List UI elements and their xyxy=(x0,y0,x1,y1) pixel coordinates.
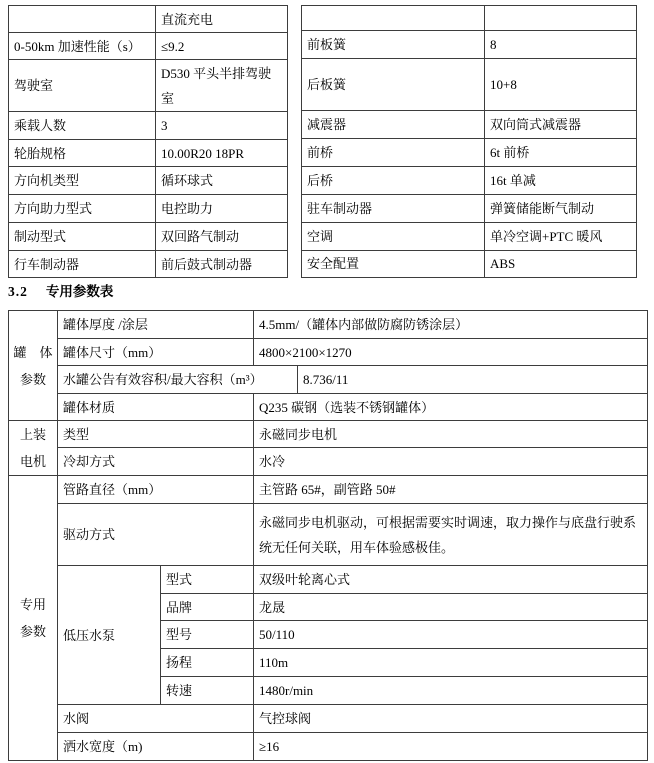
param-value: 1480r/min xyxy=(254,677,648,705)
param-label: 前板簧 xyxy=(302,31,485,59)
table-row xyxy=(302,59,637,111)
param-value: ABS xyxy=(485,250,637,277)
table-row xyxy=(9,167,288,195)
param-value: D530 平头半排驾驶室 xyxy=(156,60,288,112)
param-label: 行车制动器 xyxy=(9,251,156,278)
param-sublabel: 转速 xyxy=(161,677,254,705)
table-row xyxy=(9,733,648,761)
param-value: 前后鼓式制动器 xyxy=(156,251,288,278)
param-label xyxy=(9,6,156,33)
table-row xyxy=(302,166,637,194)
table-row xyxy=(9,448,648,476)
table-row xyxy=(9,394,648,421)
param-sublabel: 品牌 xyxy=(161,594,254,621)
param-value xyxy=(485,6,637,31)
param-label: 驾驶室 xyxy=(9,60,156,112)
param-value: 16t 单减 xyxy=(485,166,637,194)
param-label: 类型 xyxy=(58,421,254,448)
param-label: 后板簧 xyxy=(302,59,485,111)
param-value: 3 xyxy=(156,112,288,140)
param-sublabel: 扬程 xyxy=(161,649,254,677)
param-value: 水冷 xyxy=(254,448,648,476)
param-value: 弹簧储能断气制动 xyxy=(485,194,637,222)
table-row xyxy=(9,339,648,366)
table-row xyxy=(9,195,288,223)
table-row xyxy=(9,504,648,566)
param-value: ≥16 xyxy=(254,733,648,761)
table-row xyxy=(302,139,637,166)
param-label: 方向助力型式 xyxy=(9,195,156,223)
table-row xyxy=(9,311,648,339)
param-value: Q235 碳钢（选装不锈钢罐体） xyxy=(254,394,648,421)
table-row xyxy=(9,223,288,251)
param-value: 110m xyxy=(254,649,648,677)
table-row xyxy=(9,140,288,167)
table-row xyxy=(9,112,288,140)
table-row xyxy=(302,222,637,250)
section-number: 3.2 xyxy=(8,284,28,299)
group-label-line: 罐 体 xyxy=(13,344,53,360)
param-value: 双级叶轮离心式 xyxy=(254,566,648,594)
table-row xyxy=(9,476,648,504)
param-label: 方向机类型 xyxy=(9,167,156,195)
param-label: 0-50km 加速性能（s） xyxy=(9,33,156,60)
chassis-left-table xyxy=(8,5,288,278)
param-value: 永磁同步电机驱动，可根据需要实时调速，取力操作与底盘行驶系统无任何关联，用车体验感极佳。 xyxy=(254,504,648,566)
table-row xyxy=(302,31,637,59)
param-value: 8.736/11 xyxy=(298,366,648,394)
group-label-tank xyxy=(9,311,58,421)
group-label-line: 上装 xyxy=(19,427,46,442)
param-value: ≤9.2 xyxy=(156,33,288,60)
table-row xyxy=(9,705,648,733)
param-label: 减震器 xyxy=(302,111,485,139)
param-value: 单冷空调+PTC 暖风 xyxy=(485,222,637,250)
param-value: 双回路气制动 xyxy=(156,223,288,251)
group-label-pump: 低压水泵 xyxy=(58,566,161,705)
table-row xyxy=(9,33,288,60)
param-label: 轮胎规格 xyxy=(9,140,156,167)
chassis-tables xyxy=(8,5,637,278)
table-row xyxy=(302,111,637,139)
param-label: 前桥 xyxy=(302,139,485,166)
param-value: 双向筒式减震器 xyxy=(485,111,637,139)
table-row xyxy=(9,60,288,112)
param-value: 气控球阀 xyxy=(254,705,648,733)
param-label: 后桥 xyxy=(302,166,485,194)
param-label: 空调 xyxy=(302,222,485,250)
param-value: 4.5mm/（罐体内部做防腐防锈涂层） xyxy=(254,311,648,339)
param-value: 6t 前桥 xyxy=(485,139,637,166)
table-row xyxy=(9,566,648,594)
chassis-right-table xyxy=(301,5,637,278)
param-value: 10+8 xyxy=(485,59,637,111)
section-heading xyxy=(8,281,113,303)
table-row xyxy=(302,250,637,277)
param-label: 乘载人数 xyxy=(9,112,156,140)
param-value: 10.00R20 18PR xyxy=(156,140,288,167)
table-row xyxy=(9,421,648,448)
table-row xyxy=(302,194,637,222)
param-label: 冷却方式 xyxy=(58,448,254,476)
param-value: 直流充电 xyxy=(156,6,288,33)
param-value: 电控助力 xyxy=(156,195,288,223)
spec-table xyxy=(8,310,648,761)
table-row xyxy=(302,6,637,31)
param-value: 50/110 xyxy=(254,621,648,649)
param-label: 驱动方式 xyxy=(58,504,254,566)
group-label-line: 电机 xyxy=(19,454,46,469)
param-value: 8 xyxy=(485,31,637,59)
param-label: 制动型式 xyxy=(9,223,156,251)
param-sublabel: 型号 xyxy=(161,621,254,649)
table-row xyxy=(9,366,648,394)
param-value: 龙晟 xyxy=(254,594,648,621)
param-label xyxy=(302,6,485,31)
param-value: 永磁同步电机 xyxy=(254,421,648,448)
param-sublabel: 型式 xyxy=(161,566,254,594)
param-value: 循环球式 xyxy=(156,167,288,195)
param-label: 驻车制动器 xyxy=(302,194,485,222)
group-label-line: 专用 xyxy=(19,597,46,612)
param-label: 水罐公告有效容积/最大容积（m³） xyxy=(58,366,298,394)
group-label-line: 参数 xyxy=(19,624,46,639)
param-label: 安全配置 xyxy=(302,250,485,277)
group-label-motor xyxy=(9,421,58,476)
param-label: 罐体材质 xyxy=(58,394,254,421)
param-label: 罐体厚度 /涂层 xyxy=(58,311,254,339)
section-title: 专用参数表 xyxy=(45,284,114,299)
param-label: 管路直径（mm） xyxy=(58,476,254,504)
param-label: 水阀 xyxy=(58,705,254,733)
param-label: 罐体尺寸（mm） xyxy=(58,339,254,366)
group-label-line: 参数 xyxy=(19,371,46,387)
table-row xyxy=(9,251,288,278)
param-value: 4800×2100×1270 xyxy=(254,339,648,366)
param-label: 洒水宽度（m) xyxy=(58,733,254,761)
group-label-special xyxy=(9,476,58,761)
param-value: 主管路 65#，副管路 50# xyxy=(254,476,648,504)
table-row xyxy=(9,6,288,33)
